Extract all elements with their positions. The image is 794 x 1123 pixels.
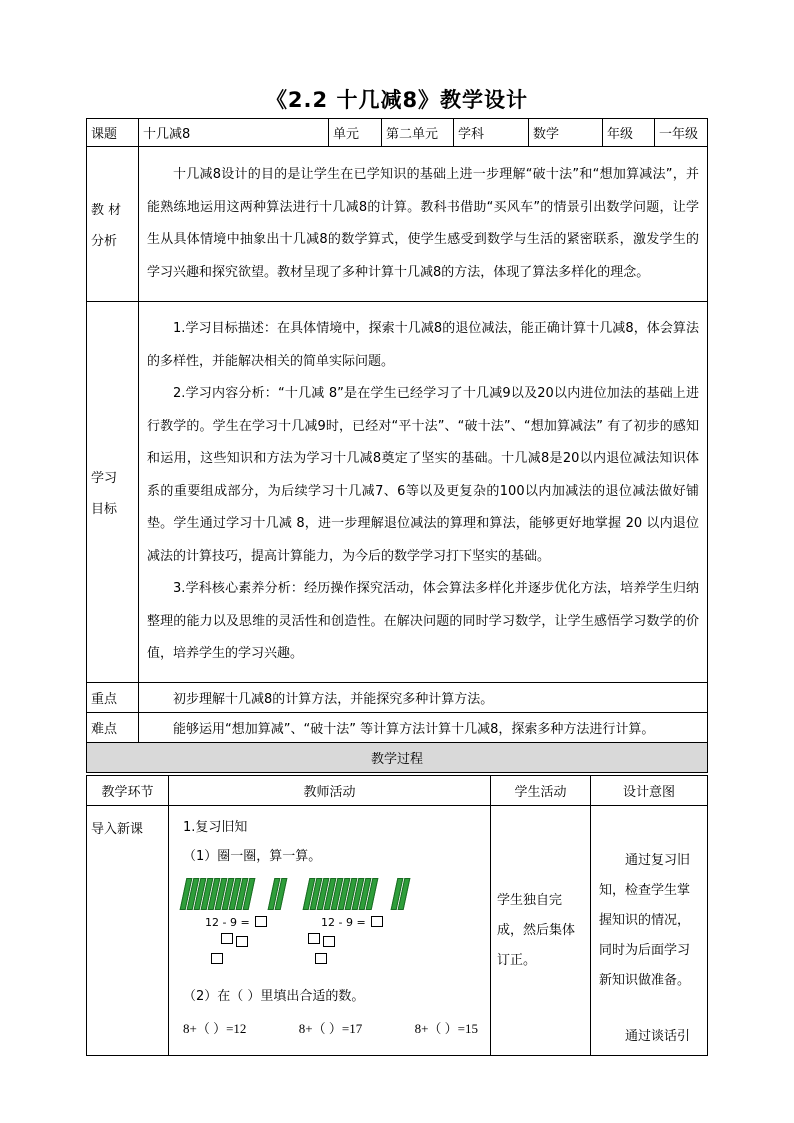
col-intent: 设计意图 <box>591 776 708 806</box>
counting-sticks-figure <box>183 878 478 973</box>
fill-blank-1: 8+（ ）=12 <box>183 1021 247 1036</box>
difficulty-label: 难点 <box>87 713 139 743</box>
col-student: 学生活动 <box>491 776 591 806</box>
goals-label: 学习 目标 <box>87 302 139 683</box>
col-stage: 教学环节 <box>87 776 169 806</box>
fill-blank-3: 8+（ ）=15 <box>414 1021 478 1036</box>
equation-a: 12 - 9 = <box>205 916 250 929</box>
grade-label: 年级 <box>603 119 655 147</box>
equation-b: 12 - 9 = <box>321 916 366 929</box>
unit-value: 第二单元 <box>382 119 454 147</box>
stage-intro: 导入新课 <box>87 806 169 1056</box>
col-teacher: 教师活动 <box>169 776 491 806</box>
exercise-1: （1）圈一圈，算一算。 <box>183 849 322 864</box>
design-table <box>86 118 708 773</box>
goals-p3: 3.学科核心素养分析：经历操作探究活动，体会算法多样化并逐步优化方法，培养学生归纳整理的能力以及思维的灵活性和创造性。在解决问题的同时学习数学，让学生感悟学习数学的价值，培养学生的学习兴趣。 <box>147 581 699 662</box>
design-intent-1: 通过复习旧知，检查学生掌握知识的情况，同时为后面学习新知识做准备。 <box>599 853 691 988</box>
process-heading: 教学过程 <box>87 743 708 773</box>
difficulty-text: 能够运用“想加算减”、“破十法” 等计算方法计算十几减8，探索多种方法进行计算。 <box>173 722 655 737</box>
subject-value: 数学 <box>529 119 603 147</box>
subject-label: 学科 <box>454 119 529 147</box>
topic-value: 十几减8 <box>139 119 329 147</box>
review-title: 1.复习旧知 <box>183 820 248 835</box>
key-label: 重点 <box>87 683 139 713</box>
key-text: 初步理解十几减8的计算方法，并能探究多种计算方法。 <box>173 692 494 707</box>
goals-p2: 2.学习内容分析：“十几减 8”是在学生已经学习了十几减9以及20以内进位加法的基础上进行教学的。学生在学习十几减9时，已经对“平十法”、“破十法”、“想加算减法” 有了初步的感知和运用，这些知识和方法为学习十几减8奠定了坚实的基础。十几减8是20以内退位减法知识体系的重要组成部分，为后续学习十几减7、6等以及更复杂的100以内加减法的退位减法做好铺垫。学生通过学习十几减 8，进一步理解退位减法的算理和算法，能够更好地掌握 20 以内退位减法的计算技巧，提高计算能力，为今后的数学学习打下坚实的基础。 <box>147 386 699 564</box>
unit-label: 单元 <box>329 119 382 147</box>
analysis-label: 教 材 分析 <box>87 147 139 302</box>
student-activity: 学生独自完成，然后集体订正。 <box>491 806 591 1056</box>
goals-p1: 1.学习目标描述：在具体情境中，探索十几减8的退位减法，能正确计算十几减8，体会算法的多样性，并能解决相关的简单实际问题。 <box>147 321 699 369</box>
page-title: 《2.2 十几减8》教学设计 <box>265 88 529 112</box>
fill-blank-2: 8+（ ）=17 <box>298 1021 363 1036</box>
topic-label: 课题 <box>87 119 139 147</box>
process-table <box>86 775 708 1056</box>
grade-value: 一年级 <box>655 119 708 147</box>
analysis-text: 十几减8设计的目的是让学生在已学知识的基础上进一步理解“破十法”和“想加算减法”，并能熟练地运用这两种算法进行十几减8的计算。教科书借助“买风车”的情景引出数学问题，让学生从具体情境中抽象出十几减8的数学算式，使学生感受到数学与生活的紧密联系，激发学生的学习兴趣和探究欲望。教材呈现了多种计算十几减8的方法，体现了算法多样化的理念。 <box>147 167 699 280</box>
design-intent-2: 通过谈话引 <box>625 1029 691 1044</box>
exercise-2: （2）在（ ）里填出合适的数。 <box>183 989 365 1004</box>
